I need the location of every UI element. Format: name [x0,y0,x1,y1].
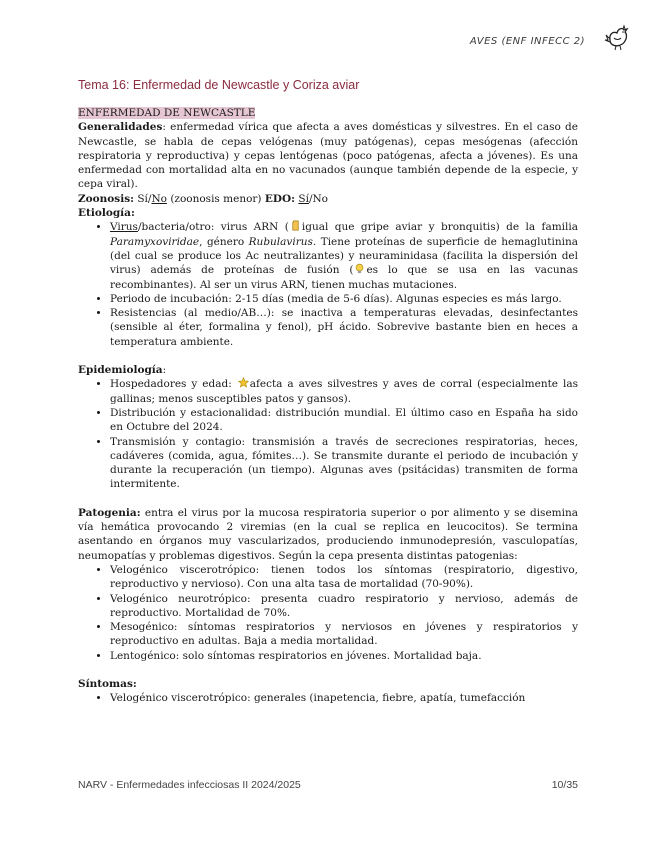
etiologia-label: Etiología: [78,207,135,220]
list-item: • Distribución y estacionalidad: distribución mundial. El último caso en España ha sido en Octubre del 2024. [110,406,578,435]
zoonosis-si: Sí [137,192,148,205]
list-item: • Periodo de incubación: 2-15 días (media de 5-6 días). Algunas especies es más largo. [110,292,578,306]
footer-course: NARV - Enfermedades infecciosas II 2024/2025 [78,779,301,791]
header-label: AVES (ENF INFECC 2) [469,36,585,47]
list-item [110,377,578,406]
zoonosis-note: (zoonosis menor) [170,192,262,205]
edo-no: No [312,192,328,205]
generalidades-paragraph [78,120,578,191]
list-item: • Velogénico viscerotrópico: generales (inapetencia, fiebre, apatía, tumefacción [110,691,578,705]
patogenia-list [78,563,578,663]
etiologia-list [78,220,578,349]
patogenia-text: entra el virus por la mucosa respiratoria superior o por alimento y se disemina vía hemática provocando 2 viremias (en la cual se replica en leucocitos). Se termina asentando en órganos muy vascularizados, produciendo inmunodepresión, vasculopatías, neumopatías y problemas digestivos. Según la cepa presenta distintas patogenias: [78,506,578,562]
genus-name: Rubulavirus [248,235,313,248]
list-item: • Transmisión y contagio: transmisión a través de secreciones respiratorias, heces, cadáveres (comida, agua, fómites…). Se transmite durante el periodo de incubación y durante la recuperación (un tiempo). Algunas aves (psitácidas) transmiten de forma intermitente. [110,435,578,492]
etiologia-text-c: , género [199,235,249,248]
etiologia-text-a: /bacteria/otro: virus ARN ( [137,221,289,234]
star-icon [238,377,249,388]
zoonosis-no: No [151,192,167,205]
tema-title: Tema 16: Enfermedad de Newcastle y Coriza aviar [78,78,360,92]
page-number: 10/35 [551,779,578,791]
sintomas-label: Síntomas: [78,677,137,690]
sintomas-list [78,691,578,705]
patogenia-paragraph [78,506,578,563]
virus-word: Virus [110,221,138,234]
etiologia-text-e: es lo que se usa en las vacunas recombinantes). Al ser un virus ARN, tienen muchas mutaciones. [110,264,578,291]
epidemiologia-list [78,377,578,491]
section-title: ENFERMEDAD DE NEWCASTLE [78,107,256,119]
edo-label: EDO [264,192,292,205]
chicken-icon [603,22,633,52]
family-name: Paramyxoviridae [110,235,200,248]
list-item: • Velogénico viscerotrópico: tienen todos los síntomas (respiratorio, digestivo, reproductivo y nervioso). Con una alta tasa de mortalidad (70-90%). [110,563,578,592]
lightbulb-icon [354,263,365,274]
note-icon [290,220,301,231]
epi-text-b: afecta a aves silvestres y aves de corral (especialmente las gallinas; menos susceptibles patos y gansos). [110,378,578,405]
list-item [110,220,578,291]
document-body: ENFERMEDAD DE NEWCASTLE Generalidades: enfermedad vírica que afecta a aves domésticas y silvestres. En el caso de Newcastle, se habla de cepas velógenas (muy patógenas), cepas mesógenas (afección respiratoria y reproductiva) y cepas lentógenas (poco patógenas, afecta a jóvenes). Es una enfermedad con mortalidad alta en no vacunados (aunque también depende de la especie, y cepa viral). Zoonosis: Sí/No (zoonosis menor) EDO: Sí/No Etiología: • Virus/bacteria/otro: virus ARN ( igual que gripe aviar y bronquitis) de la familia Paramyxoviridae, género Rubulavirus. Tiene proteínas de superficie de hemaglutinina (del cual se produce los Ac neutralizantes) y neuraminidasa (facilita la dispersión del virus) además de proteínas de fusión ( es lo que se usa en las vacunas recombinantes). Al ser un virus ARN, tienen muchas mutaciones. • Periodo de incubación: 2-15 días (media de 5-6 días). Algunas especies es más largo. • Resistencias (al medio/AB…): se inactiva a temperaturas elevadas, desinfectantes (sensible al éter, formalina y fenol), pH ácido. Sobrevive bastante bien en heces a temperatura ambiente. Epidemiología: • Hospedadores y edad: afecta a aves silvestres y aves de corral (especialmente las gallinas; menos susceptibles patos y gansos). • Distribución y estacionalidad: distribución mundial. El último caso en España ha sido en Octubre del 2024. • Transmisión y contagio: transmisión a través de secreciones respiratorias, heces, cadáveres (comida, agua, fómites…). Se transmite durante el periodo de incubación y durante la recuperación (un tiempo). Algunas aves (psitácidas) transmiten de forma intermitente. Patogenia: entra el virus por la mucosa respiratoria superior o por alimento y se disemina vía hemática provocando 2 viremias (en la cual se replica en leucocitos). Se termina asentando en órganos muy vascularizados, produciendo inmunodepresión, vasculopatías, neumopatías y problemas digestivos. Según la cepa presenta distintas patogenias: • Velogénico viscerotrópico: tienen todos los síntomas (respiratorio, digestivo, reproductivo y nervioso). Con una alta tasa de mortalidad (70-90%). • Velogénico neurotrópico: presenta cuadro respiratorio y nervioso, además de reproductivo. Mortalidad de 70%. • Mesogénico: síntomas respiratorios y nerviosos en jóvenes y respiratorios y reproductivo en adultas. Baja a media mortalidad. • Lentogénico: solo síntomas respiratorios en jóvenes. Mortalidad baja. Síntomas: • Velogénico viscerotrópico: generales (inapetencia, fiebre, apatía, tumefacción [78,106,578,706]
epidemiologia-label: Epidemiología [78,364,163,377]
list-item: • Velogénico neurotrópico: presenta cuadro respiratorio y nervioso, además de reproductivo. Mortalidad de 70%. [110,592,578,621]
zoonosis-line: Zoonosis: Sí/No (zoonosis menor) EDO: Sí/No [78,192,328,205]
list-item: • Mesogénico: síntomas respiratorios y nerviosos en jóvenes y respiratorios y reproductivo en adultas. Baja a media mortalidad. [110,620,578,649]
patogenia-label: Patogenia: [78,506,141,519]
etiologia-text-d: . Tiene proteínas de superficie de hemaglutinina (del cual se produce los Ac neutralizantes) y neuraminidasa (facilita la dispersión del virus) además de proteínas de fusión ( [110,235,578,277]
list-item: • Lentogénico: solo síntomas respiratorios en jóvenes. Mortalidad baja. [110,649,578,663]
etiologia-text-b: igual que gripe aviar y bronquitis) de la familia [301,221,578,234]
edo-si: Sí [298,192,309,205]
list-item: • Resistencias (al medio/AB…): se inactiva a temperaturas elevadas, desinfectantes (sensible al éter, formalina y fenol), pH ácido. Sobrevive bastante bien en heces a temperatura ambiente. [110,306,578,349]
generalidades-text: : enfermedad vírica que afecta a aves domésticas y silvestres. En el caso de Newcastle, se habla de cepas velógenas (muy patógenas), cepas mesógenas (afección respiratoria y reproductiva) y cepas lentógenas (poco patógenas, afecta a jóvenes). Es una enfermedad con mortalidad alta en no vacunados (aunque también depende de la especie, y cepa viral). [78,121,578,191]
zoonosis-label: Zoonosis [78,192,131,205]
generalidades-label: Generalidades [78,121,163,134]
epi-text-a: Hospedadores y edad: [110,378,237,391]
